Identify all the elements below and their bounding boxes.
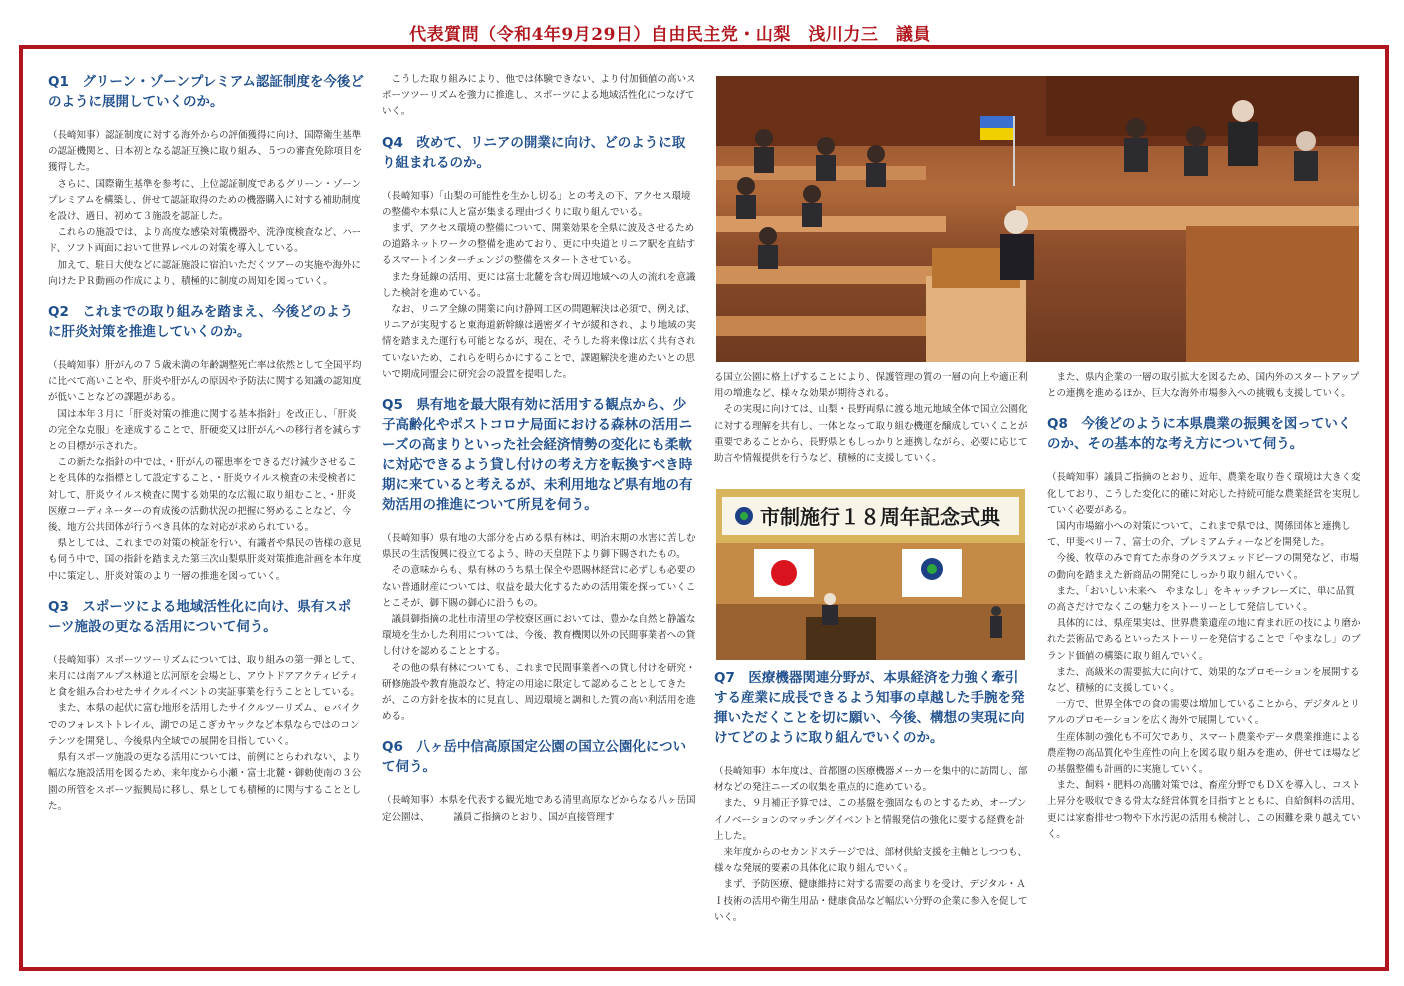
paragraph: （長崎知事）本年度は、首都圏の医療機器メーカーを集中的に訪問し、部材などの発注ニーズの収集を重点的に進めている。 [714,766,1028,794]
paragraph: （長崎知事）スポーツツーリズムについては、取り組みの第一弾として、来月には南アルプス林道と広河原を会場とし、アウトドアアクティビティと食を組み合わせたサイクルイベントの実証事業を行うこととしている。 [48,654,361,699]
answer-3 [48,653,364,815]
paragraph: 具体的には、県産果実は、世界農業遺産の地に育まれ匠の技により磨かれた芸術品であるといったストーリーを発信することで「やまなし」のブランド価値の構築に取り組んでいく。 [1047,618,1361,662]
paragraph: 加えて、駐日大使などに認証施設に宿泊いただくツアーの実施や海外に向けたＰＲ動画の作成により、積極的に制度の周知を図っていく。 [48,259,362,287]
paragraph: 国内市場縮小への対策について、これまで県では、関係団体と連携して、甲斐ベリー７、富士の介、プレミアムティーなどを開発した。 [1047,521,1351,549]
paragraph: 県有スポーツ施設の更なる活用については、前例にとらわれない、より幅広な施設活用を図るため、来年度から小瀬・富士北麓・御勅使南の３公園の所管をスポーツ振興局に移し、県としても積極的に関与することとした。 [48,752,362,812]
paragraph: （長崎知事）議員ご指摘のとおり、近年、農業を取り巻く環境は大きく変化しており、こうした変化に的確に対応した持続可能な農業経営を実現していく必要がある。 [1047,472,1361,516]
paragraph: 一方で、世界全体での食の需要は増加していることから、デジタルとリアルのプロモーションを広く海外で展開していく。 [1047,699,1360,727]
paragraph: （長崎知事）「山梨の可能性を生かし切る」との考えの下、アクセス環境の整備や本県に人と富が集まる理由づくりに取り組んでいる。 [382,190,691,218]
paragraph: 議員御指摘の北杜市清里の学校寮区画においては、豊かな自然と静謐な環境を生かした利用については、今後、教育機関以外の民間事業者への貸し付けを認めることとする。 [382,614,696,658]
paragraph: また、「おいしい未来へ やまなし」をキャッチフレーズに、単に品質の高さだけでなくこの魅力をストーリーとして発信していく。 [1047,585,1355,614]
answer-6-continued [714,370,1030,467]
paragraph: また、９月補正予算では、この基盤を強固なものとするため、オープンイノベーションのマッチングイベントと情報発信の強化に要する経費を計上した。 [714,798,1027,842]
column-4 [1047,370,1361,955]
answer-3-continued [382,72,698,121]
paragraph: 今後、牧草のみで育てた赤身のグラスフェッドビーフの開発など、市場の動向を踏まえた新商品の開発にしっかり取り組んでいく。 [1047,553,1359,581]
paragraph: その実現に向けては、山梨・長野両県に渡る地元地域全体で国立公園化に対する理解を共有し、一体となって取り組む機運を醸成していくことが重要であることから、長野県ともしっかりと連携しながら、必要に応じて助言や情報提供を行うなど、積極的に支援していく。 [714,404,1028,465]
paragraph: その意味からも、県有林のうち県土保全や恩賜林経営に必ずしも必要のない普通財産については、収益を最大化するための活用策を探っていくことこそが、御下賜の御心に沿うもの。 [382,565,696,609]
paragraph: こうした取り組みにより、他では体験できない、より付加価値の高いスポーツツーリズムを強力に推進し、スポーツによる地域活性化につなげていく。 [382,74,696,118]
paragraph: る国立公園に格上げすることにより、保護管理の質の一層の向上や適正利用の増進など、様々な効果が期待される。 [714,372,1028,400]
column-2 [382,72,698,952]
paragraph: （長崎知事）県有地の大部分を占める県有林は、明治末期の水害に苦しむ県民の生活復興に役立てるよう、時の天皇陛下より御下賜されたもの。 [382,533,696,561]
paragraph: その他の県有林についても、これまで民間事業者への貸し付けを研究・研修施設や教育施設など、特定の用途に限定して認めることとしてきたが、この方針を抜本的に見直し、周辺環境と調和した質の高い利活用を進める。 [382,662,696,723]
question-1: Q1 グリーン・ゾーンプレミアム認証制度を今後どのように展開していくのか。 [48,74,364,110]
paragraph: まず、予防医療、健康維持に対する需要の高まりを受け、デジタル・ＡＩ技術の活用や衛生用品・健康食品など幅広い分野の企業に参入を促していく。 [714,879,1028,923]
question-8: Q8 今後どのように本県農業の振興を図っていくのか、その基本的な考え方について伺う。 [1047,416,1352,453]
column-3-lower [714,668,1030,958]
paragraph: さらに、国際衛生基準を参考に、上位認証制度であるグリーン・ゾーン プレミアムを構築し、併せて認証取得のための機器購入に対する補助制度を設け、過日、初めて３施設を認証した。 [48,178,371,223]
paragraph: これらの施設では、より高度な感染対策機器や、洗浄度検査など、ハード、ソフト両面において世界レベルの対策を導入している。 [48,227,362,255]
answer-7 [714,764,1030,926]
answer-7-continued [1047,370,1361,402]
answer-4 [382,189,698,383]
paragraph: （長崎知事）本県を代表する観光地である清里高原などからなる八ヶ岳国定公園は、 議員ご指摘のとおり、国が直接管理す [382,795,696,823]
answer-8 [1047,470,1361,843]
question-2: Q2 これまでの取り組みを踏まえ、今後どのように肝炎対策を推進していくのか。 [48,304,354,341]
ceremony-photo [716,489,1025,660]
paragraph: （長崎知事）肝がんの７５歳未満の年齢調整死亡率は依然として全国平均に比べて高いことや、肝炎や肝がんの原因や予防法に関する知識の認知度が低いことなどの課題がある。 [48,360,362,404]
question-7: Q7 医療機器関連分野が、本県経済を力強く牽引する産業に成長できるよう知事の卓越した手腕を発揮いただくことを切に願い、今後、構想の実現に向けてどのように取り組んでいくのか。 [714,670,1025,746]
paragraph: 国は本年３月に「肝炎対策の推進に関する基本指針」を改正し、「肝炎の完全な克服」を達成することで、肝硬変又は肝がんへの移行者を減らすとの目標が示された。 [48,408,362,453]
paragraph: この新たな指針の中では、・肝がんの罹患率をできるだけ減少させることを具体的な指標として設定すること、・肝炎ウイルス検査の未受検者に対して、肝炎ウイルス検査に関する効果的な広報に取り組むこと、・肝炎医療コーディネーターの育成後の活動状況の把握に努めることなど、今後、地方公共団体が行うべき具体的な対応が求められている。 [48,457,357,534]
paragraph: また、飼料・肥料の高騰対策では、畜産分野でもＤＸを導入し、コスト上昇分を吸収できる骨太な経営体質を目指すとともに、自給飼料の活用、更には家畜排せつ物や下水汚泥の活用も検討し、この困難を乗り越えていく。 [1047,780,1361,840]
question-3: Q3 スポーツによる地域活性化に向け、県有スポーツ施設の更なる活用について伺う。 [48,598,352,635]
answer-6 [382,793,698,825]
assembly-hall-illustration [716,76,1359,362]
paragraph: また身延線の活用、更には富士北麓を含む周辺地域への人の流れを意識した検討を進めている。 [382,271,696,299]
page-title: 代表質問（令和4年9月29日）自由民主党・山梨 浅川力三 議員 [409,25,931,45]
paragraph: まず、アクセス環境の整備について、開業効果を全県に波及させるための道路ネットワークの整備を進めており、更に中央道とリニア駅を直結するスマートインターチェンジの整備をスタートさせている。 [382,223,696,267]
answer-5 [382,531,698,725]
paragraph: 生産体制の強化も不可欠であり、スマート農業やデータ農業推進による農産物の高品質化や生産性の向上を図る取り組みを進め、併せてほ場などの基盤整備も計画的に実施していく。 [1047,731,1361,776]
ceremony-illustration [716,489,1025,660]
paragraph: 来年度からのセカンドステージでは、部材供給支援を主軸としつつも、様々な発展的要素の具体化に取り組んでいく。 [714,847,1028,875]
paragraph: （長崎知事）認証制度に対する海外からの評価獲得に向け、国際衛生基準の認証機関と、日本初となる認証互換に取り組み、５つの審査免除項目を獲得した。 [48,130,363,174]
assembly-hall-photo [716,76,1359,362]
paragraph: なお、リニア全線の開業に向け静岡工区の問題解決は必須で、例えば、リニアが実現すると東海道新幹線は過密ダイヤが緩和され、より地域の実情を踏まえた運行も可能となるが、現在、そうした将来像は広く共有されていないため、これらを明らかにすることで、課題解決を進めたいとの思いで期成同盟会に研究会の設置を提唱した。 [382,304,696,380]
question-4: Q4 改めて、リニアの開業に向け、どのように取り組まれるのか。 [382,134,686,171]
column-1 [48,72,371,952]
answer-1 [48,128,371,290]
answer-2 [48,358,364,585]
question-5: Q5 県有地を最大限有効に活用する観点から、少子高齢化やポストコロナ局面における森林の活用ニーズの高まりといった社会経済情勢の変化にも柔軟に対応できるよう貸し付けの考え方を転換すべき時期に来ていると考えるが、未利用地など県有地の有効活用の推進について所見を伺う。 [382,397,693,514]
ceremony-banner-text: 市制施行１８周年記念式典 [760,505,1000,529]
paragraph: また、本県の起伏に富む地形を活用したサイクルツーリズム、ｅバイクでのフォレストトレイル、湖での足こぎカヤックなど本県ならではのコンテンツを開発し、今後県内全域での展開を目指していく。 [48,703,361,747]
paragraph: 県としては、これまでの対策の検証を行い、有識者や県民の皆様の意見も伺う中で、国の指針を踏まえた第三次山梨県肝炎対策推進計画を本年度中に策定し、肝炎対策のより一層の推進を図っていく。 [48,538,362,582]
paragraph: また、県内企業の一層の取引拡大を図るため、国内外のスタートアップとの連携を進めるほか、巨大な海外市場参入への挑戦も支援していく。 [1047,372,1360,400]
paragraph: また、高級米の需要拡大に向けて、効果的なプロモーションを展開するなど、積極的に支援していく。 [1047,666,1360,695]
question-6: Q6 八ヶ岳中信高原国定公園の国立公園化について伺う。 [382,739,687,776]
